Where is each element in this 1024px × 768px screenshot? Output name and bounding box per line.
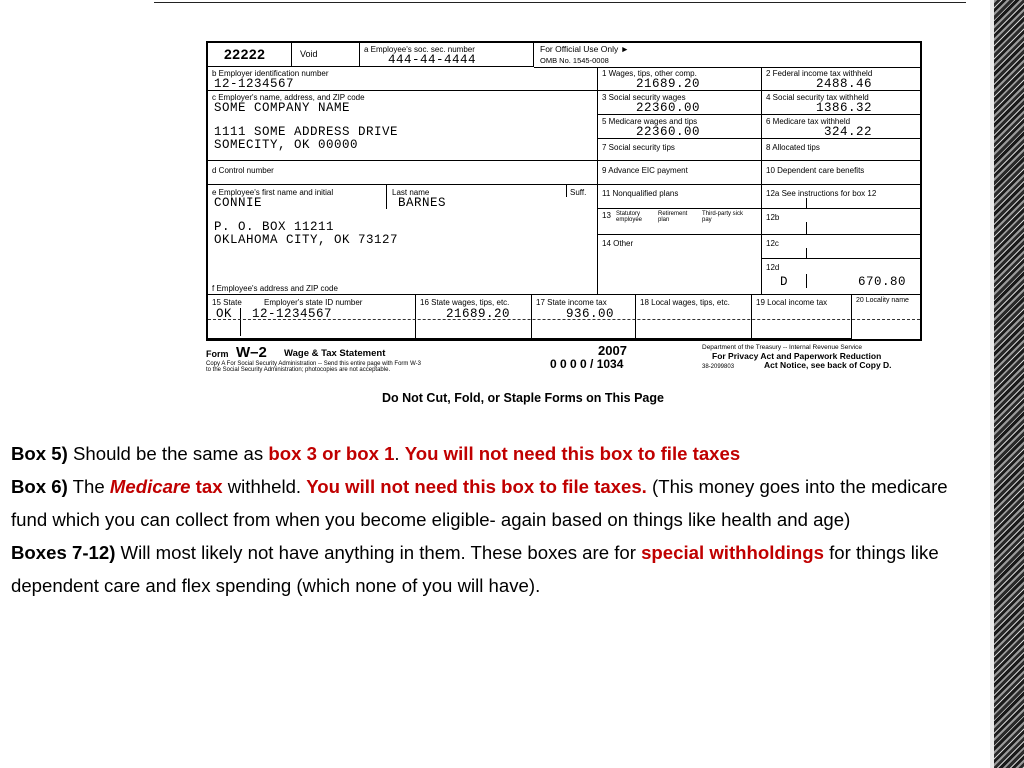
- code-divider: [806, 248, 807, 258]
- box-8: [762, 139, 920, 161]
- divider: [386, 185, 387, 209]
- box-10: [762, 161, 920, 185]
- box-e-suff-label: Suff.: [570, 188, 587, 197]
- note-boxes-7-12: [11, 536, 987, 602]
- catalog-number: 38-2099803: [702, 364, 735, 370]
- box-12b: [762, 209, 920, 235]
- box-16-label: 16 State wages, tips, etc.: [420, 298, 510, 307]
- note-lead: Boxes 7-12): [11, 542, 116, 563]
- control-code: 22222: [224, 46, 266, 62]
- omb-number: OMB No. 1545-0008: [540, 56, 609, 65]
- employer-name: SOME COMPANY NAME: [214, 101, 351, 115]
- box-15-label: 15 State: [212, 298, 242, 307]
- note-highlight: You will not need this box to file taxes.: [306, 476, 647, 497]
- box-3-value: 22360.00: [636, 101, 701, 115]
- box-12b-label: 12b: [766, 213, 780, 222]
- box-5-label: 5 Medicare wages and tips: [602, 117, 698, 126]
- privacy-act-note: For Privacy Act and Paperwork Reduction: [712, 351, 882, 361]
- box-15: [208, 295, 416, 339]
- note-text: .: [394, 443, 405, 464]
- box-3: [598, 91, 762, 115]
- note-text: The: [67, 476, 110, 497]
- third-party-checkbox-label: Third-party sick pay: [702, 211, 744, 223]
- box-7-label: 7 Social security tips: [602, 143, 675, 152]
- dashed-separator: [208, 319, 920, 320]
- box-13: [598, 209, 762, 235]
- note-text: for things like dependent care and flex spending (which none of you will have).: [11, 542, 939, 596]
- box-18: [636, 295, 752, 339]
- divider: [566, 185, 567, 197]
- employer-city: SOMECITY, OK 00000: [214, 138, 359, 152]
- border-highlight: [990, 0, 994, 768]
- form-footer: [206, 343, 922, 373]
- box-20-label: 20 Locality name: [856, 297, 909, 304]
- box-20: [852, 295, 920, 339]
- note-highlight: box 3 or box 1: [268, 443, 395, 464]
- void-label: Void: [300, 49, 318, 59]
- box-d: [208, 161, 598, 185]
- state-divider: [240, 308, 241, 336]
- box-d-label: d Control number: [212, 166, 274, 175]
- box-c-label: c Employer's name, address, and ZIP code: [212, 93, 365, 102]
- box-17-label: 17 State income tax: [536, 298, 607, 307]
- note-highlight: tax: [190, 476, 223, 497]
- tax-year: 2007: [598, 343, 627, 358]
- box-18-label: 18 Local wages, tips, etc.: [640, 298, 730, 307]
- box-17-value: 936.00: [566, 307, 615, 321]
- box-12d-label: 12d: [766, 263, 780, 272]
- note-box-5: [11, 437, 987, 470]
- note-text: (This money goes into the medicare fund which you can collect from when you become eligible- again based on things like health and age): [11, 476, 948, 530]
- copy-note-line2: to the Social Security Administration; photocopies are not acceptable.: [206, 367, 391, 373]
- box-a-value: 444-44-4444: [388, 53, 477, 67]
- box-4: [762, 91, 920, 115]
- note-highlight: special withholdings: [641, 542, 824, 563]
- box-e-f: [208, 185, 598, 295]
- box-13-label: 13: [602, 211, 611, 220]
- box-11: [598, 185, 762, 209]
- w2-form-image: [154, 2, 966, 417]
- box-15-state: OK: [216, 307, 233, 321]
- box-f-label: f Employee's address and ZIP code: [212, 284, 338, 293]
- box-14: [598, 235, 762, 295]
- employee-address-line2: OKLAHOMA CITY, OK 73127: [214, 233, 399, 247]
- box-12a-label: 12a See instructions for box 12: [766, 189, 877, 198]
- form-title: Wage & Tax Statement: [284, 348, 386, 359]
- box-2-value: 2488.46: [816, 77, 873, 91]
- explanation-notes: [11, 437, 987, 602]
- box-b: [208, 67, 598, 91]
- official-use-label: For Official Use Only ►: [540, 44, 630, 54]
- note-lead: Box 5): [11, 443, 68, 464]
- note-text: Should be the same as: [67, 443, 269, 464]
- form-code-line: 0 0 0 0 / 1034: [550, 357, 624, 371]
- box-2-label: 2 Federal income tax withheld: [766, 69, 873, 78]
- box-8-label: 8 Allocated tips: [766, 143, 820, 152]
- code-divider: [806, 198, 807, 208]
- employee-first-name: CONNIE: [214, 196, 263, 210]
- box-9-label: 9 Advance EIC payment: [602, 166, 688, 175]
- box-14-label: 14 Other: [602, 239, 634, 248]
- box-5: [598, 115, 762, 139]
- act-notice: Act Notice, see back of Copy D.: [764, 360, 892, 370]
- box-9: [598, 161, 762, 185]
- void-cell: [292, 43, 360, 67]
- box-1-value: 21689.20: [636, 77, 701, 91]
- box-19-label: 19 Local income tax: [756, 298, 828, 307]
- box-1-label: 1 Wages, tips, other comp.: [602, 69, 697, 78]
- box-16: [416, 295, 532, 339]
- department-note: Department of the Treasury -- Internal Revenue Service: [702, 344, 863, 351]
- box-3-label: 3 Social security wages: [602, 93, 686, 102]
- retirement-checkbox-label: Retirement plan: [658, 211, 688, 223]
- box-7: [598, 139, 762, 161]
- note-lead: Box 6): [11, 476, 68, 497]
- note-highlight: You will not need this box to file taxes: [404, 443, 741, 464]
- box-b-value: 12-1234567: [214, 77, 295, 91]
- box-e-label: e Employee's first name and initial: [212, 188, 334, 197]
- control-code-cell: [208, 43, 292, 67]
- box-12d: [762, 259, 920, 295]
- box-e-last-label: Last name: [392, 188, 430, 197]
- box-a-label: a Employee's soc. sec. number: [364, 45, 475, 54]
- official-use-area: [534, 43, 920, 68]
- box-12c-label: 12c: [766, 239, 779, 248]
- box-1: [598, 67, 762, 91]
- box-12d-value: 670.80: [858, 275, 907, 289]
- box-6-value: 324.22: [824, 125, 873, 139]
- box-b-label: b Employer identification number: [212, 69, 329, 78]
- box-15-id-label: Employer's state ID number: [264, 298, 363, 307]
- code-divider: [806, 222, 807, 234]
- statutory-checkbox-label: Statutory employee: [616, 211, 643, 223]
- box-16-value: 21689.20: [446, 307, 511, 321]
- form-word: Form: [206, 349, 229, 359]
- box-6-label: 6 Medicare tax withheld: [766, 117, 851, 126]
- box-6: [762, 115, 920, 139]
- employee-address-line1: P. O. BOX 11211: [214, 220, 335, 234]
- box-17: [532, 295, 636, 339]
- box-5-value: 22360.00: [636, 125, 701, 139]
- note-box-6: [11, 470, 987, 536]
- box-11-label: 11 Nonqualified plans: [602, 189, 679, 198]
- box-4-value: 1386.32: [816, 101, 873, 115]
- w2-form-grid: [206, 41, 922, 341]
- code-divider: [806, 274, 807, 288]
- box-15-id: 12-1234567: [252, 307, 333, 321]
- box-19: [752, 295, 852, 339]
- note-text: withheld.: [222, 476, 307, 497]
- box-12c: [762, 235, 920, 259]
- employer-address: 1111 SOME ADDRESS DRIVE: [214, 125, 399, 139]
- box-12d-code: D: [780, 275, 789, 289]
- box-12a: [762, 185, 920, 209]
- employee-last-name: BARNES: [398, 196, 447, 210]
- note-highlight: Medicare: [109, 476, 191, 497]
- no-fold-notice: Do Not Cut, Fold, or Staple Forms on This Page: [382, 391, 664, 405]
- box-c: [208, 91, 598, 161]
- decorative-right-border: [990, 0, 1024, 768]
- box-2: [762, 67, 920, 91]
- box-4-label: 4 Social security tax withheld: [766, 93, 869, 102]
- box-a: [360, 43, 534, 67]
- box-10-label: 10 Dependent care benefits: [766, 166, 865, 175]
- copy-note-line1: Copy A For Social Security Administration -- Send this entire page with Form W-3: [206, 361, 421, 367]
- form-name: W–2: [236, 344, 267, 361]
- note-text: Will most likely not have anything in them. These boxes are for: [115, 542, 642, 563]
